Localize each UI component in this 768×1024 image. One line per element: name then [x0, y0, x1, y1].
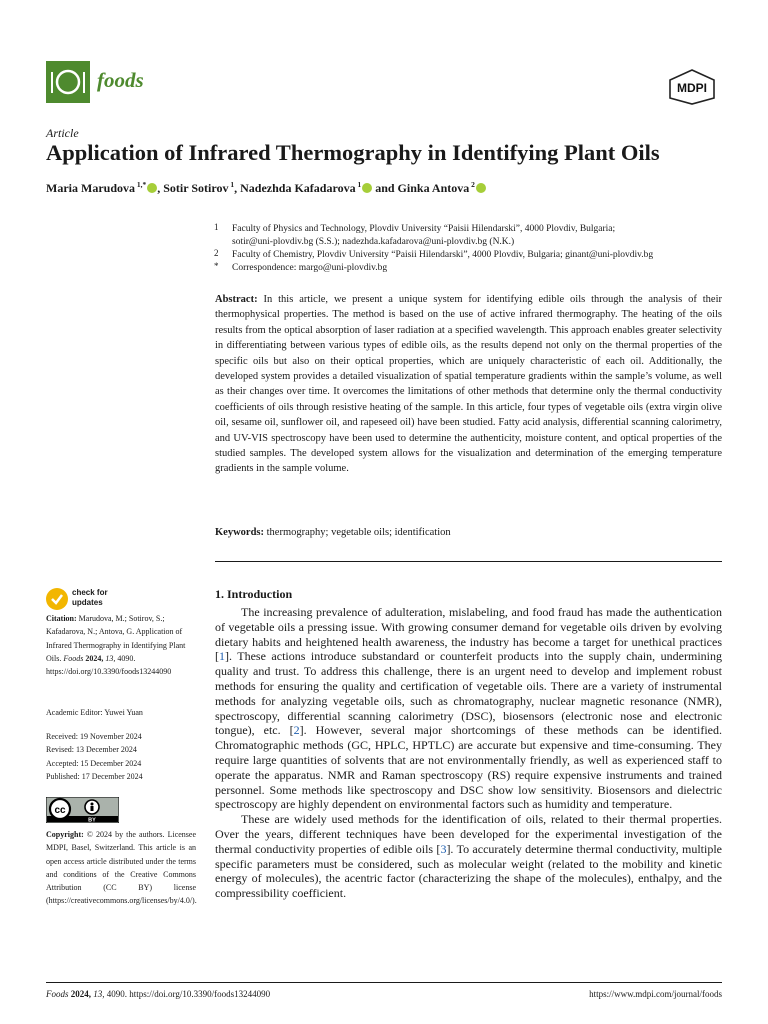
article-type: Article [46, 126, 79, 140]
paragraph-text: The increasing prevalence of adulteration, mislabeling, and food fraud has made the authentication of vegetable oils a pressing issue. With growing consumer demand for vegetable oils driven by evolving dietary habits and heightened health awareness, the industry has become a target for unethical practices [ [215, 605, 722, 664]
author-separator: , [234, 181, 241, 195]
abstract [215, 292, 722, 477]
section-heading-introduction: 1. Introduction [215, 587, 293, 601]
affiliation-line: Correspondence: margo@uni-plovdiv.bg [232, 263, 388, 273]
check-for-updates-line1: check for [72, 588, 108, 597]
paragraph-1 [215, 605, 722, 812]
paragraph-text: ]. These actions introduce substandard or counterfeit products into the supply chain, undermining quality and trust. To address this challenge, there is an urgent need to develop and implement robust methods for ensuring the quality and certification of vegetable oils. There are a variety of instrumental methods for analyzing vegetable oils, such as chromatography, nuclear magnetic resonance (NMR), spectroscopy, differential scanning calorimetry (DSC), biosensors (electronic nose and electronic tongue), etc. [ [215, 649, 722, 738]
reference-link[interactable]: 1 [219, 649, 225, 664]
citation-volume: 13, [105, 653, 116, 663]
footer-citation [46, 989, 270, 999]
journal-logo [46, 61, 90, 103]
citation-journal: Foods [63, 653, 84, 663]
citation-year: 2024, [85, 653, 104, 663]
footer-volume: 13, [93, 989, 105, 999]
orcid-icon[interactable] [476, 183, 486, 193]
date-received: Received: 19 November 2024 [46, 732, 142, 741]
author-affiliation-mark: 1 [355, 180, 362, 189]
check-for-updates-label[interactable] [72, 588, 108, 608]
abstract-label: Abstract: [215, 294, 258, 305]
author-name: Nadezhda Kafadarova [240, 181, 356, 195]
date-accepted: Accepted: 15 December 2024 [46, 758, 142, 768]
author-affiliation-mark: 2 [469, 180, 475, 189]
abstract-text: In this article, we present a unique system for identifying edible oils through the analysis of their thermophysical properties. The method is based on the use of active infrared thermography. The heating of the oils results from the optical absorption of laser radiation at a specified wavelength. This approach enables greater selectivity in differentiating between various types of edible oils, as the results depend not only on the thermal properties of the specific oils but also on their optical properties, which are uniquely characteristic of each oil. Additionally, the developed system provides a detailed visualization of spatial temperature gradients within the sample’s volume, as well as their changes over time. It overcomes the limitations of other methods that determine only the thermal conductivity coefficients of oils through resistive heating of the sample. In this article, four types of vegetable oils (extra virgin olive oil, sesame oil, sunflower oil, and rapeseed oil) have been studied. Fatty acid analysis, differential scanning calorimetry, and UV-VIS spectroscopy have been used to determine the authenticity, moisture content, and optical properties of the studied samples. The developed system allows for the visualization and determination of the emerging temperature gradients in the sample volume. [215, 294, 723, 475]
citation-doi[interactable]: 4090. https://doi.org/10.3390/foods13244090 [46, 653, 172, 677]
section-divider [215, 561, 722, 562]
reference-link[interactable]: 3 [440, 841, 447, 856]
author-separator: and [372, 181, 398, 195]
paragraph-text: These are widely used methods for the identification of oils, related to their thermal properties. Over the years, different techniques have been developed for the experimental investigation of the thermal conductivity properties of edible oils [ [215, 812, 722, 856]
publication-dates [46, 730, 143, 783]
footer-year: 2024, [70, 989, 91, 999]
check-for-updates-line2: updates [72, 598, 103, 607]
author-affiliation-mark: 1 [228, 180, 235, 189]
citation-text: Marudova, M.; Sotirov, S.; Kafadarova, N.; Antova, G. Application of Infrared Thermography in Identifying Plant Oils. [46, 614, 186, 663]
affiliation-line: Faculty of Physics and Technology, Plovdiv University “Paisii Hilendarski”, 4000 Plovdiv, Bulgaria; [232, 224, 616, 234]
author-list [46, 180, 486, 196]
citation [46, 612, 196, 678]
journal-name: foods [97, 68, 144, 92]
foods-logo-icon [46, 61, 90, 103]
body-text [215, 605, 722, 901]
affiliation-line: sotir@uni-plovdiv.bg (S.S.); nadezhda.kafadarova@uni-plovdiv.bg (N.K.) [232, 237, 515, 247]
keywords [215, 527, 722, 538]
orcid-icon[interactable] [362, 183, 372, 193]
footer-divider [46, 982, 722, 983]
check-for-updates-icon[interactable] [46, 588, 68, 610]
copyright-notice [46, 828, 196, 908]
academic-editor: Academic Editor: Yuwei Yuan [46, 708, 143, 717]
footer-doi[interactable]: 4090. https://doi.org/10.3390/foods13244090 [106, 989, 271, 999]
cc-by-license-badge[interactable] [46, 797, 119, 823]
affiliation-text [232, 249, 653, 262]
orcid-icon[interactable] [147, 183, 157, 193]
footer-journal-url[interactable]: https://www.mdpi.com/journal/foods [589, 989, 722, 999]
author-affiliation-mark: 1,* [135, 180, 147, 189]
affiliation-mark: 1 [214, 222, 219, 232]
affiliation-mark: 2 [214, 248, 219, 258]
copyright-text: © 2024 by the authors. Licensee MDPI, Basel, Switzerland. This article is an open access article distributed under the terms and conditions of the Creative Commons Attribution (CC BY) license (https://creativecommons.org/licenses/by/4.0/). [46, 830, 197, 906]
date-revised: Revised: 13 December 2024 [46, 745, 137, 755]
affiliation-line: Faculty of Chemistry, Plovdiv University “Paisii Hilendarski”, 4000 Plovdiv, Bulgaria; ginant@uni-plovdiv.bg [232, 250, 654, 260]
affiliation-mark: * [214, 261, 219, 271]
affiliation-text [232, 262, 387, 275]
cc-badge-by: BY [88, 817, 96, 823]
author-name: Maria Marudova [46, 181, 135, 195]
paragraph-text: ]. However, several major shortcomings of these methods can be identified. Chromatographic methods (GC, HPLC, HPTLC) are accurate but expensive and time-consuming. They require large quantities of solvents that are not environmentally friendly, as well as experienced staff to operate the apparatus. NMR and Raman spectroscopy (RS) require expensive instruments and trained personnel. Some methods like spectroscopy and DSC show low sensitivity. Biosensors and dielectric spectroscopy are highly dependent on environmental factors such as humidity and temperature. [215, 723, 722, 812]
copyright-label: Copyright: [46, 830, 84, 839]
article-title: Application of Infrared Thermography in Identifying Plant Oils [46, 140, 660, 165]
keywords-label: Keywords: [215, 527, 264, 538]
affiliation-text [232, 223, 615, 249]
publisher-name: MDPI [677, 81, 707, 95]
mdpi-logo-icon [664, 68, 720, 106]
footer-journal: Foods [46, 989, 69, 999]
author-separator: , [157, 181, 164, 195]
author-name: Sotir Sotirov [163, 181, 229, 195]
author-name: Ginka Antova [397, 181, 470, 195]
paragraph-text: ]. To accurately determine thermal conductivity, multiple specific parameters must be considered, such as molecular weight (related to the mobility and kinetic energy of molecules), the acentric factor (characterizing the shape of the molecules), enthalpy, and the compressibility coefficient. [215, 841, 722, 901]
cc-badge-cc: cc [54, 805, 66, 816]
paragraph-2 [215, 812, 722, 901]
reference-link[interactable]: 2 [293, 723, 300, 738]
citation-label: Citation: [46, 614, 77, 623]
keywords-text: thermography; vegetable oils; identification [266, 527, 451, 538]
publisher-logo [664, 68, 720, 106]
date-published: Published: 17 December 2024 [46, 771, 143, 781]
